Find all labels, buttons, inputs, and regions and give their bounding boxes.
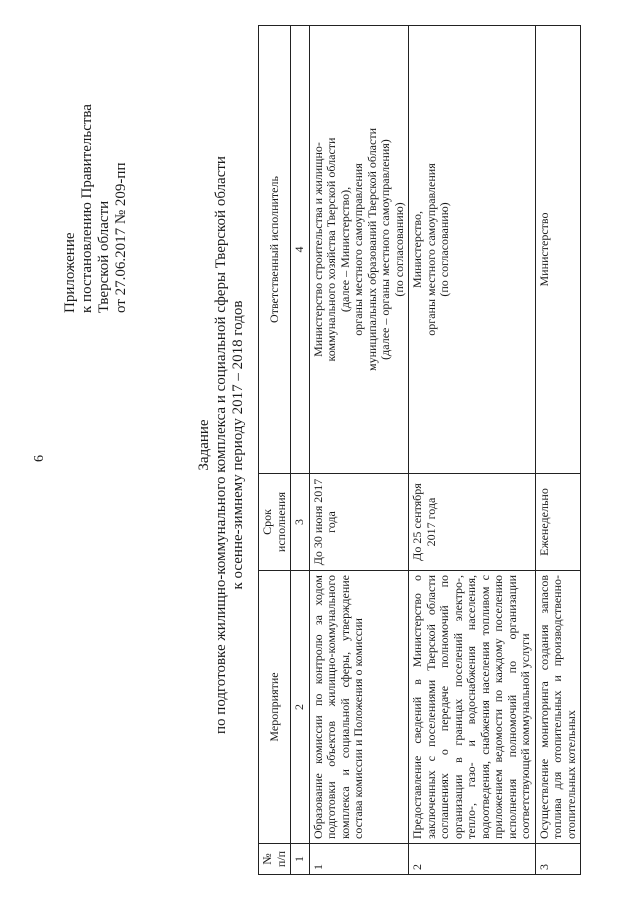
title-line: Задание xyxy=(196,419,212,471)
row-executor xyxy=(409,26,536,474)
header-executor: Ответственный исполнитель xyxy=(259,26,291,474)
executor-line: органы местного самоуправления xyxy=(351,163,365,336)
executor-line: Министерство, xyxy=(410,211,424,288)
executor-line: муниципальных образований Тверской области xyxy=(364,127,379,372)
table-row xyxy=(535,26,581,875)
title-line: к осенне-зимнему периоду 2017 – 2018 годов xyxy=(230,300,246,590)
column-number-row xyxy=(291,26,310,875)
executor-line: (по согласованию) xyxy=(437,202,451,297)
row-executor xyxy=(309,26,409,474)
header-event: Мероприятие xyxy=(259,571,291,844)
column-number: 4 xyxy=(291,26,310,474)
row-event: Осуществление мониторинга создания запасов топлива для отопительных и производственно-отопительных котельных xyxy=(535,571,581,844)
table-row xyxy=(309,26,409,875)
row-event: Предоставление сведений в Министерство о заключенных с поселениями Тверской области соглашениях о передаче полномочий по организации в границах поселений электро-, тепло-, газо- и водоснабжения населения, водоотведения, снабжения населения топливом с приложением ведомости по каждому поселению исполнения полномочий по организации соответствующей коммунальной услуги xyxy=(409,571,536,844)
appendix-block xyxy=(62,104,130,313)
task-table xyxy=(258,25,581,875)
row-deadline: До 25 сентября 2017 года xyxy=(409,474,536,571)
header-num: № п/п xyxy=(259,844,291,875)
table-row xyxy=(409,26,536,875)
page-number: 6 xyxy=(32,455,47,462)
row-num: 1 xyxy=(309,844,409,875)
executor-line: органы местного самоуправления xyxy=(423,163,438,336)
executor-line: Министерство строительства и жилищно- xyxy=(310,142,325,357)
row-deadline: До 30 июня 2017 года xyxy=(309,474,409,571)
row-event: Образование комиссии по контролю за ходом подготовки объектов жилищно-коммунального комплекса и социальной сферы, утверждение состава комиссии и Положения о комиссии xyxy=(309,571,409,844)
row-num: 3 xyxy=(535,844,581,875)
document-title xyxy=(196,85,247,805)
header-row xyxy=(259,26,291,875)
executor-line: Министерство xyxy=(536,212,551,287)
executor-line: (по согласованию) xyxy=(391,202,406,297)
executor-line: (далее – органы местного самоуправления) xyxy=(378,139,392,360)
header-deadline: Срок исполнения xyxy=(259,474,291,571)
column-number: 3 xyxy=(291,474,310,571)
appendix-line: Тверской области xyxy=(96,200,112,313)
executor-line: коммунального хозяйства Тверской области xyxy=(324,137,338,362)
title-line: по подготовке жилищно-коммунального комплекса и социальной сферы Тверской области xyxy=(213,156,229,734)
column-number: 2 xyxy=(291,571,310,844)
column-number: 1 xyxy=(291,844,310,875)
appendix-line: к постановлению Правительства xyxy=(79,104,95,313)
row-deadline: Еженедельно xyxy=(535,474,581,571)
row-executor xyxy=(535,26,581,474)
row-num: 2 xyxy=(409,844,536,875)
appendix-line: Приложение xyxy=(62,232,78,313)
executor-line: (далее – Министерство), xyxy=(337,186,352,313)
appendix-line: от 27.06.2017 № 209-пп xyxy=(113,162,129,313)
